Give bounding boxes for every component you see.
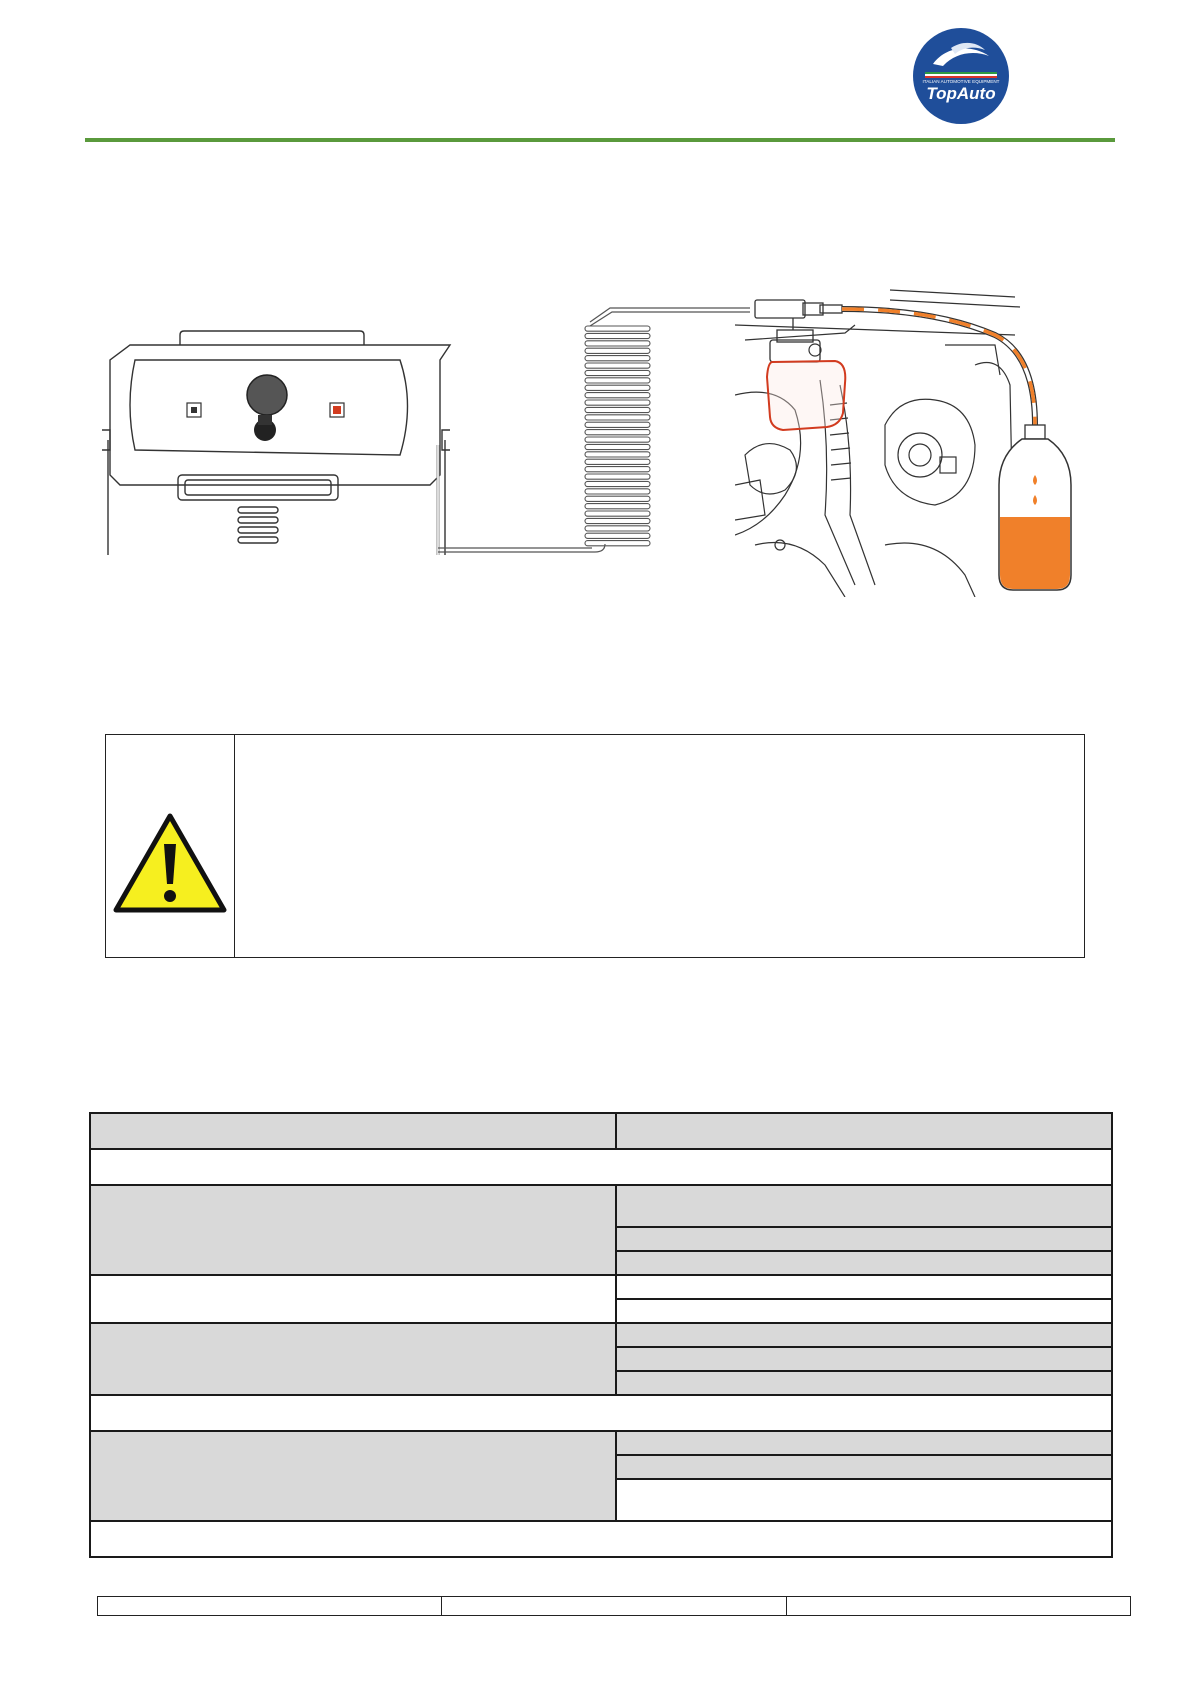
engine-bay-illustration: [735, 285, 1115, 597]
spec-header-col2: [616, 1113, 1112, 1149]
hose-coil: [585, 370, 650, 375]
hose-coil: [585, 415, 650, 420]
spec-row-value: [616, 1323, 1112, 1347]
hose-coil: [585, 496, 650, 501]
hose-coil: [585, 422, 650, 427]
footer-cell: [786, 1597, 1130, 1616]
spec-section-row: [90, 1395, 1112, 1431]
header-divider: [85, 138, 1115, 142]
spec-row-value: [616, 1299, 1112, 1323]
hose-coil: [585, 393, 650, 398]
spec-row-value: [616, 1347, 1112, 1371]
spec-row-value: [616, 1185, 1112, 1227]
spec-row-value: [616, 1479, 1112, 1521]
fluid-bottle-icon: [999, 425, 1071, 590]
spec-row-label: [90, 1431, 616, 1521]
spec-row-value: [616, 1275, 1112, 1299]
hose-coil: [585, 363, 650, 368]
hose-coil: [585, 541, 650, 546]
footer-cell: [442, 1597, 786, 1616]
company-logo: [911, 26, 1011, 126]
reservoir-cap: [770, 330, 820, 362]
footer-cell: [98, 1597, 442, 1616]
hose-coil: [585, 407, 650, 412]
spec-section-row: [90, 1521, 1112, 1557]
hose-coil: [585, 459, 650, 464]
spec-row-value: [616, 1227, 1112, 1251]
hose-coil: [585, 348, 650, 353]
hose-coil: [585, 452, 650, 457]
spec-row-value: [616, 1251, 1112, 1275]
spec-section-row: [90, 1149, 1112, 1185]
logo-tagline: ITALIAN AUTOMOTIVE EQUIPMENT: [922, 79, 1000, 84]
hose-coil: [585, 504, 650, 509]
logo-wordmark: TopAuto: [926, 84, 996, 103]
hose-coil: [585, 481, 650, 486]
hose-coil: [585, 467, 650, 472]
brake-fluid-machine-illustration: [100, 285, 460, 555]
hose-coil: [585, 518, 650, 523]
adapter-coupling: [755, 300, 842, 330]
warning-icon-cell: [106, 735, 235, 957]
brake-fluid-reservoir: [767, 361, 845, 430]
hose-coil: [585, 526, 650, 531]
spec-row-label: [90, 1275, 616, 1323]
hose-coil: [585, 533, 650, 538]
hose-coil: [585, 489, 650, 494]
page-footer: [97, 1596, 1131, 1616]
hose-coil: [585, 378, 650, 383]
hose-coil: [585, 356, 650, 361]
hose-coil: [585, 341, 650, 346]
hose-coil: [585, 326, 650, 331]
hose-coil: [585, 474, 650, 479]
hose-coil: [585, 400, 650, 405]
coiled-hose-illustration: [430, 300, 760, 565]
spec-row-label: [90, 1185, 616, 1275]
spec-row-value: [616, 1455, 1112, 1479]
hose-coil: [585, 430, 650, 435]
topauto-logo-icon: [911, 26, 1011, 126]
spec-header-col1: [90, 1113, 616, 1149]
spec-row-value: [616, 1431, 1112, 1455]
warning-triangle-icon: [112, 812, 228, 916]
warning-text: [235, 735, 1084, 957]
hose-coil: [585, 333, 650, 338]
hose-coil: [585, 437, 650, 442]
hose-coil: [585, 444, 650, 449]
warning-box: [105, 734, 1085, 958]
spec-row-label: [90, 1323, 616, 1395]
spec-row-value: [616, 1371, 1112, 1395]
hose-coil: [585, 385, 650, 390]
hose-coil: [585, 511, 650, 516]
specification-table: [89, 1112, 1113, 1558]
